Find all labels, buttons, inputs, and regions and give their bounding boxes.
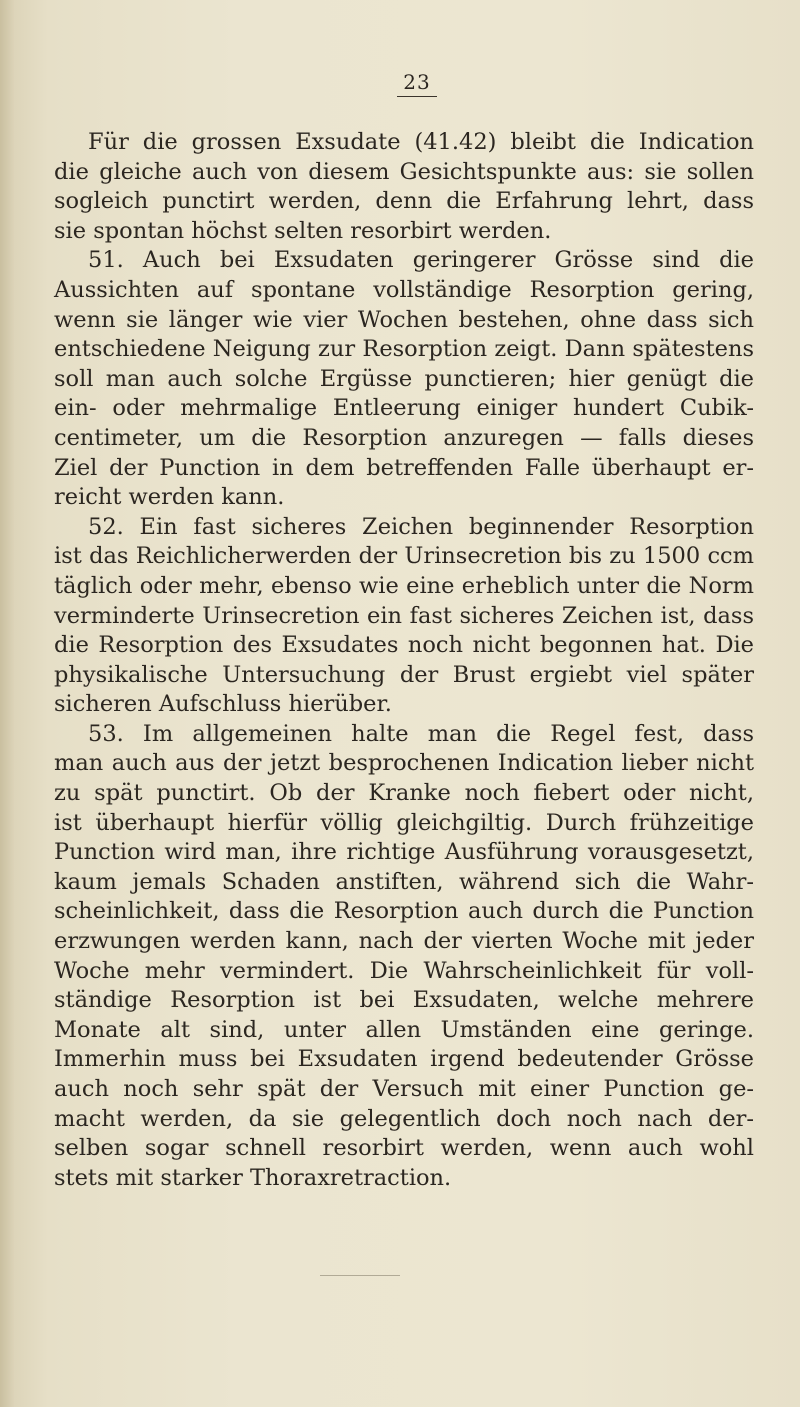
text-line: die gleiche auch von diesem Gesichtspunkte aus: sie sollen — [54, 158, 754, 185]
text-line: kaum jemals Schaden anstiften, während sich die Wahr- — [54, 868, 754, 895]
text-line: 51. Auch bei Exsudaten geringerer Grösse sind die — [88, 247, 754, 274]
text-line: erzwungen werden kann, nach der vierten Woche mit jeder — [54, 928, 754, 955]
text-line: reicht werden kann. — [54, 484, 285, 511]
text-line: scheinlichkeit, dass die Resorption auch durch die Punction — [54, 898, 754, 925]
footer-rule — [320, 1275, 400, 1276]
text-line: selben sogar schnell resorbirt werden, wenn auch wohl — [54, 1135, 754, 1162]
text-line: Für die grossen Exsudate (41.42) bleibt die Indication — [88, 129, 754, 155]
text-line: Monate alt sind, unter allen Umständen eine geringe. — [54, 1016, 754, 1043]
page-number-container — [0, 70, 800, 97]
body-text — [54, 128, 754, 1193]
text-line: physikalische Untersuchung der Brust ergiebt viel später — [54, 661, 754, 688]
text-line: verminderte Urinsecretion ein fast sicheres Zeichen ist, dass — [54, 602, 754, 629]
text-line: 52. Ein fast sicheres Zeichen beginnender Resorption — [88, 513, 754, 540]
text-line: sogleich punctirt werden, denn die Erfahrung lehrt, dass — [54, 188, 754, 215]
text-line: sicheren Aufschluss hierüber. — [54, 691, 392, 718]
page-edge-shadow — [0, 0, 14, 1407]
text-line: wenn sie länger wie vier Wochen bestehen, ohne dass sich — [54, 306, 754, 333]
text-line: Ziel der Punction in dem betreffenden Falle überhaupt er- — [54, 454, 754, 481]
text-line: 53. Im allgemeinen halte man die Regel fest, dass — [88, 720, 754, 747]
text-line: zu spät punctirt. Ob der Kranke noch fiebert oder nicht, — [54, 780, 754, 807]
text-line: soll man auch solche Ergüsse punctieren; hier genügt die — [54, 365, 754, 392]
text-line: man auch aus der jetzt besprochenen Indication lieber nicht — [54, 750, 754, 777]
text-line: sie spontan höchst selten resorbirt werden. — [54, 217, 552, 244]
text-line: die Resorption des Exsudates noch nicht begonnen hat. Die — [54, 632, 754, 659]
text-line: Immerhin muss bei Exsudaten irgend bedeutender Grösse — [54, 1046, 754, 1073]
text-line: ist das Reichlicherwerden der Urinsecretion bis zu 1500 ccm — [54, 543, 754, 570]
text-line: auch noch sehr spät der Versuch mit einer Punction ge- — [54, 1076, 754, 1102]
text-line: Aussichten auf spontane vollständige Resorption gering, — [54, 276, 754, 303]
text-line: Woche mehr vermindert. Die Wahrscheinlichkeit für voll- — [54, 957, 754, 984]
text-line: ist überhaupt hierfür völlig gleichgiltig. Durch frühzeitige — [54, 809, 754, 836]
text-line: täglich oder mehr, ebenso wie eine erheblich unter die Norm — [54, 572, 754, 599]
text-line: macht werden, da sie gelegentlich doch noch nach der- — [54, 1105, 754, 1132]
text-line: Punction wird man, ihre richtige Ausführung vorausgesetzt, — [54, 839, 754, 866]
text-line: entschiedene Neigung zur Resorption zeigt. Dann spätestens — [54, 336, 754, 363]
text-line: stets mit starker Thoraxretraction. — [54, 1164, 452, 1191]
text-line: centimeter, um die Resorption anzuregen — falls dieses — [54, 424, 754, 451]
page-number: 23 — [397, 70, 436, 97]
text-line: ständige Resorption ist bei Exsudaten, welche mehrere — [54, 987, 754, 1014]
text-line: ein- oder mehrmalige Entleerung einiger hundert Cubik- — [54, 395, 754, 422]
